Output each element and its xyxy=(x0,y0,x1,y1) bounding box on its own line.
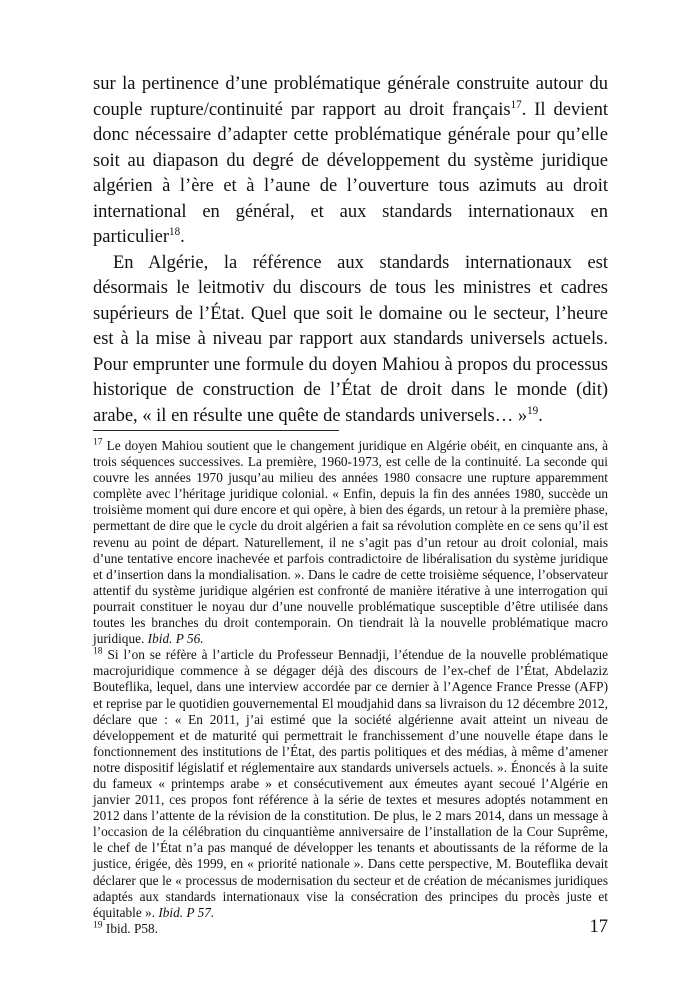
footnote-19: $^{19}$ Ibid. P58. xyxy=(93,919,158,936)
footnote-number: 17 xyxy=(93,436,103,448)
page-number: 17 xyxy=(589,917,608,937)
footnote-number: 18 xyxy=(93,645,103,657)
body-paragraph-2: En Algérie, la référence aux standards internationaux est désormais le leitmotiv du discours de tous les ministres et cadres supérieurs de l’État. Quel que soit le domaine ou le secteur, l’heure est à la mise à niveau par rapport aux standards universels actuels. Pour emprunter une formule du doyen Mahiou à propos du processus historique de construction de l’État de droit dans le monde (dit) arabe, « il en résulte une quête de standards universels… »$^{19}$. xyxy=(93,252,608,426)
footnote-ref-19[interactable]: 19 xyxy=(527,404,539,417)
body-paragraph-1: sur la pertinence d’une problématique générale construite autour du couple rupture/continuité par rapport au droit français$^{17}$. Il devient donc nécessaire d’adapter cette problématique générale pour qu’elle soit au diapason du degré de développement du système juridique algérien à l’ère et à l’aune de l’ouverture tous azimuts au droit international en général, et aux standards internationaux en particulier$^{18}$. xyxy=(93,74,608,247)
footnote-separator xyxy=(93,430,339,431)
footnotes xyxy=(93,438,608,937)
footnote-citation: Ibid. P 56. xyxy=(147,631,204,647)
footnote-18: $^{18}$ Si l’on se réfère à l’article du Professeur Bennadji, l’étendue de la nouvelle problématique macrojuridique commence à se dégager déjà des discours de l’ex-chef de l’État, Abdelaziz Bouteflika, lequel, dans une interview accordée par ce dernier à l’Agence France Presse (AFP) et reprise par le quotidien gouvernemental El moudjahid dans sa livraison du 12 décembre 2012, déclare que : « En 2011, j’ai estimé que la société algérienne avait atteint un niveau de développement et de maturité qui permettrait le franchissement d’une nouvelle étape dans le fonctionnement des institutions de l’État, des partis politiques et des médias, à même d’amener notre dispositif législatif et réglementaire aux standards universels actuels. ». Énoncés à la suite du fameux « printemps arabe » et consécutivement aux émeutes ayant secoué l’Algérie en janvier 2011, ces propos font référence à la série de textes et mesures adoptés notamment en 2012 dans l’attente de la révision de la constitution. De plus, le 2 mars 2014, dans un message à l’occasion de la célébration du cinquantième anniversaire de l’installation de la Cour Suprême, le chef de l’État n’a pas manqué de développer les tenants et aboutissants de la réforme de la justice, érigée, dès 1999, en « priorité nationale ». Dans cette perspective, M. Bouteflika devait déclarer que le « processus de modernisation du secteur et de création de mécanismes juridiques adaptés aux standards internationaux vise la consécration des principes du procès juste et équitable ». Ibid. P 57. xyxy=(93,645,608,920)
footnote-number: 19 xyxy=(93,919,103,931)
footnote-17: $^{17}$ Le doyen Mahiou soutient que le changement juridique en Algérie obéit, en cinquante ans, à trois séquences successives. La première, 1960-1973, est celle de la continuité. La seconde qui couvre les années 1970 jusqu’au milieu des années 1980 consacre une rupture apparemment complète avec l’héritage juridique colonial. « Enfin, depuis la fin des années 1980, succède un troisième moment qui dure encore et qui opère, à bien des égards, un retour à la première phase, permettant de dire que le cycle du droit algérien a fait sa révolution complète en ce sens qu’il est revenu au point de départ. Naturellement, il ne s’agit pas d’un retour au droit colonial, mais d’une tentative encore inachevée et parfois contradictoire de libéralisation du système juridique et d’insertion dans la mondialisation. ». Dans le cadre de cette troisième séquence, l’observateur attentif du système juridique algérien est confronté de manière itérative à une interrogation qui pourrait constituer le noyau dur d’une nouvelle problématique susceptible d’être utilisée dans toutes les branches du droit contemporain. On tiendrait là la nouvelle problématique macro juridique. Ibid. P 56. xyxy=(93,436,608,647)
footnote-ref-18[interactable]: 18 xyxy=(169,225,181,238)
footnote-ref-17[interactable]: 17 xyxy=(510,98,522,111)
footnote-citation: Ibid. P 57. xyxy=(158,904,215,920)
main-text xyxy=(93,72,608,429)
